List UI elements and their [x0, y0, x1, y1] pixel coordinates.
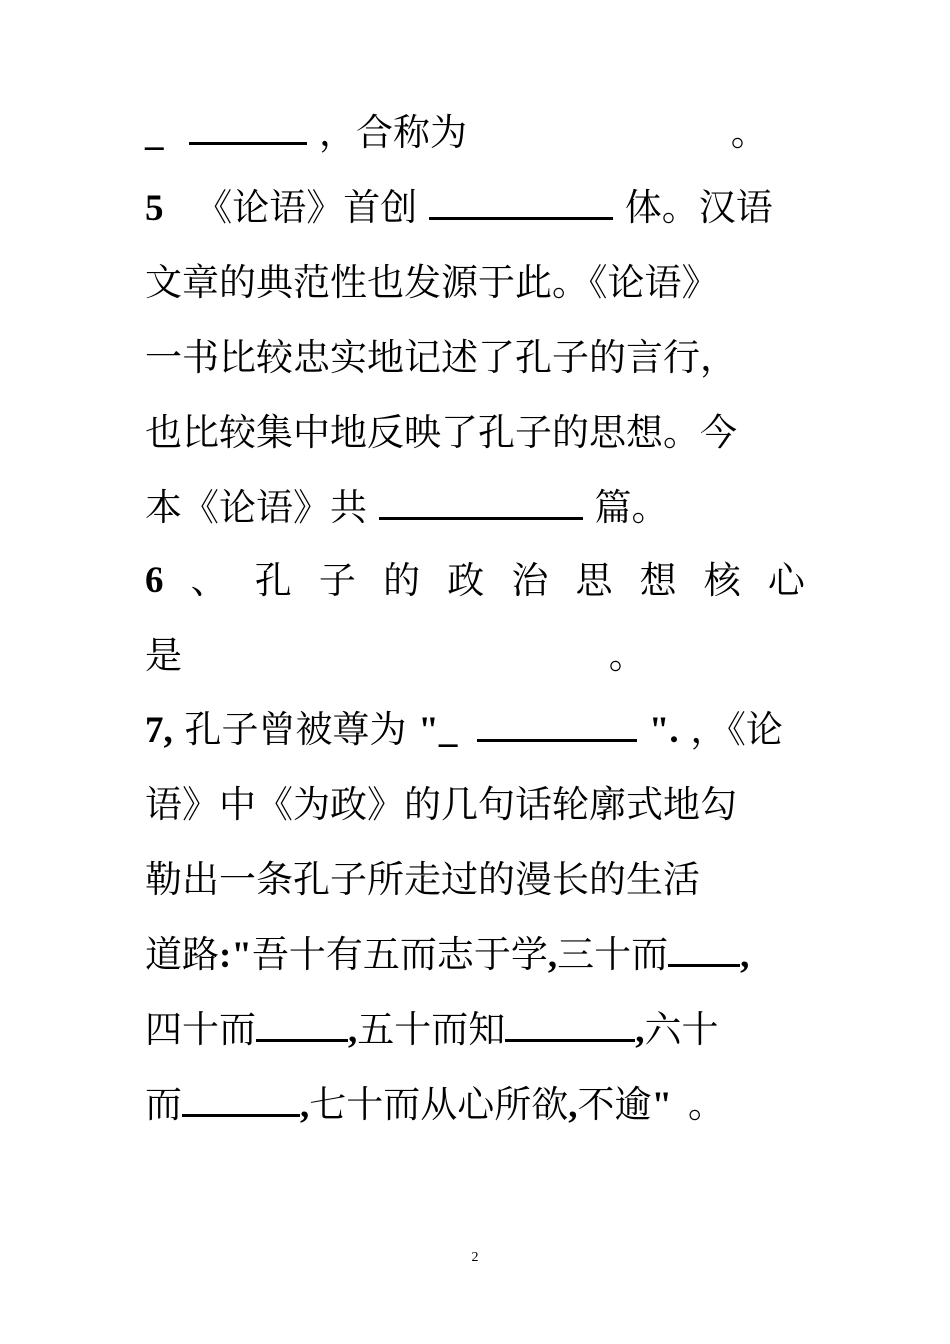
line-text: 五十而知 — [357, 1008, 506, 1051]
text-line-14 — [145, 1077, 825, 1133]
spread-char: 、 — [190, 559, 228, 602]
quote-open: "_ — [418, 710, 458, 751]
spread-char: 心 — [767, 559, 805, 602]
text-line-5 — [145, 405, 825, 461]
line-text: 孔子曾被尊为 — [184, 708, 407, 751]
line-text: 文章的典范性也发源于此。《论语》 — [145, 261, 719, 304]
spread-char: 核 — [703, 559, 741, 602]
comma: , — [348, 1010, 358, 1051]
comma: , — [300, 1085, 310, 1126]
text-line-3 — [145, 255, 825, 311]
line-text: 勒出一条孔子所走过的漫长的生活 — [145, 858, 700, 901]
text-line-9 — [145, 702, 825, 758]
colon-quote: :" — [219, 935, 252, 976]
text-line-8 — [145, 628, 825, 684]
text-line-2 — [145, 180, 825, 236]
quote-close: " — [651, 1085, 673, 1126]
question-number-5: 5 — [145, 188, 164, 229]
line-text: 六十 — [644, 1008, 719, 1051]
page-number: 2 — [471, 1250, 479, 1265]
line-text: ，《论 — [690, 708, 783, 751]
line-text: 是 — [145, 634, 182, 677]
comma: , — [568, 1085, 578, 1126]
answer-blank — [182, 1084, 300, 1117]
answer-blank — [189, 112, 307, 145]
text-line-4 — [145, 330, 825, 386]
line-text: 也比较集中地反映了孔子的思想。今 — [145, 411, 737, 454]
spread-char: 孔 — [254, 559, 292, 602]
line-text: 七十而从心所欲 — [309, 1083, 569, 1126]
spread-char: 治 — [511, 559, 549, 602]
line-text: 吾十有五而志于学 — [251, 933, 548, 976]
line-text: 《论语》首创 — [195, 186, 418, 229]
spread-char: 想 — [639, 559, 677, 602]
line-text: 一书比较忠实地记述了孔子的言行， — [145, 336, 737, 379]
answer-blank — [668, 934, 740, 967]
line-text: 道路 — [145, 933, 219, 976]
text-line-7 — [145, 553, 805, 609]
answer-blank — [429, 187, 613, 220]
text-line-13 — [145, 1002, 825, 1058]
line-end: 。 — [688, 1083, 726, 1126]
spread-char: 子 — [318, 559, 356, 602]
spread-char: 的 — [383, 559, 421, 602]
question-number-6: 6 — [145, 560, 164, 601]
answer-blank — [256, 1009, 348, 1042]
line-text: 本《论语》共 — [145, 486, 367, 529]
comma: , — [635, 1010, 645, 1051]
line-end: 。 — [730, 111, 768, 154]
answer-blank — [505, 1009, 635, 1042]
text-line-1 — [145, 105, 825, 161]
line-text: 四十而 — [145, 1008, 256, 1051]
line-text: 语》中《为政》的几句话轮廓式地勾 — [145, 783, 737, 826]
line-text: 体。汉语 — [624, 186, 773, 229]
text-line-10 — [145, 777, 825, 833]
comma: , — [740, 935, 750, 976]
line-text: ，合称为 — [319, 111, 468, 154]
line-end: 。 — [608, 634, 646, 677]
quote-close: ". — [648, 710, 679, 751]
text-line-12 — [145, 927, 825, 983]
line-text: 三十而 — [557, 933, 669, 976]
question-number-7: 7, — [145, 710, 173, 751]
line-text: 不逾 — [577, 1083, 652, 1126]
blank-prefix: _ — [145, 113, 164, 154]
spread-char: 政 — [447, 559, 485, 602]
answer-blank — [379, 487, 583, 520]
line-text: 篇。 — [594, 486, 669, 529]
text-line-6 — [145, 480, 825, 536]
line-text: 而 — [145, 1083, 182, 1126]
comma: , — [547, 935, 558, 976]
spread-char: 思 — [575, 559, 613, 602]
answer-blank — [477, 709, 637, 742]
text-line-11 — [145, 852, 825, 908]
